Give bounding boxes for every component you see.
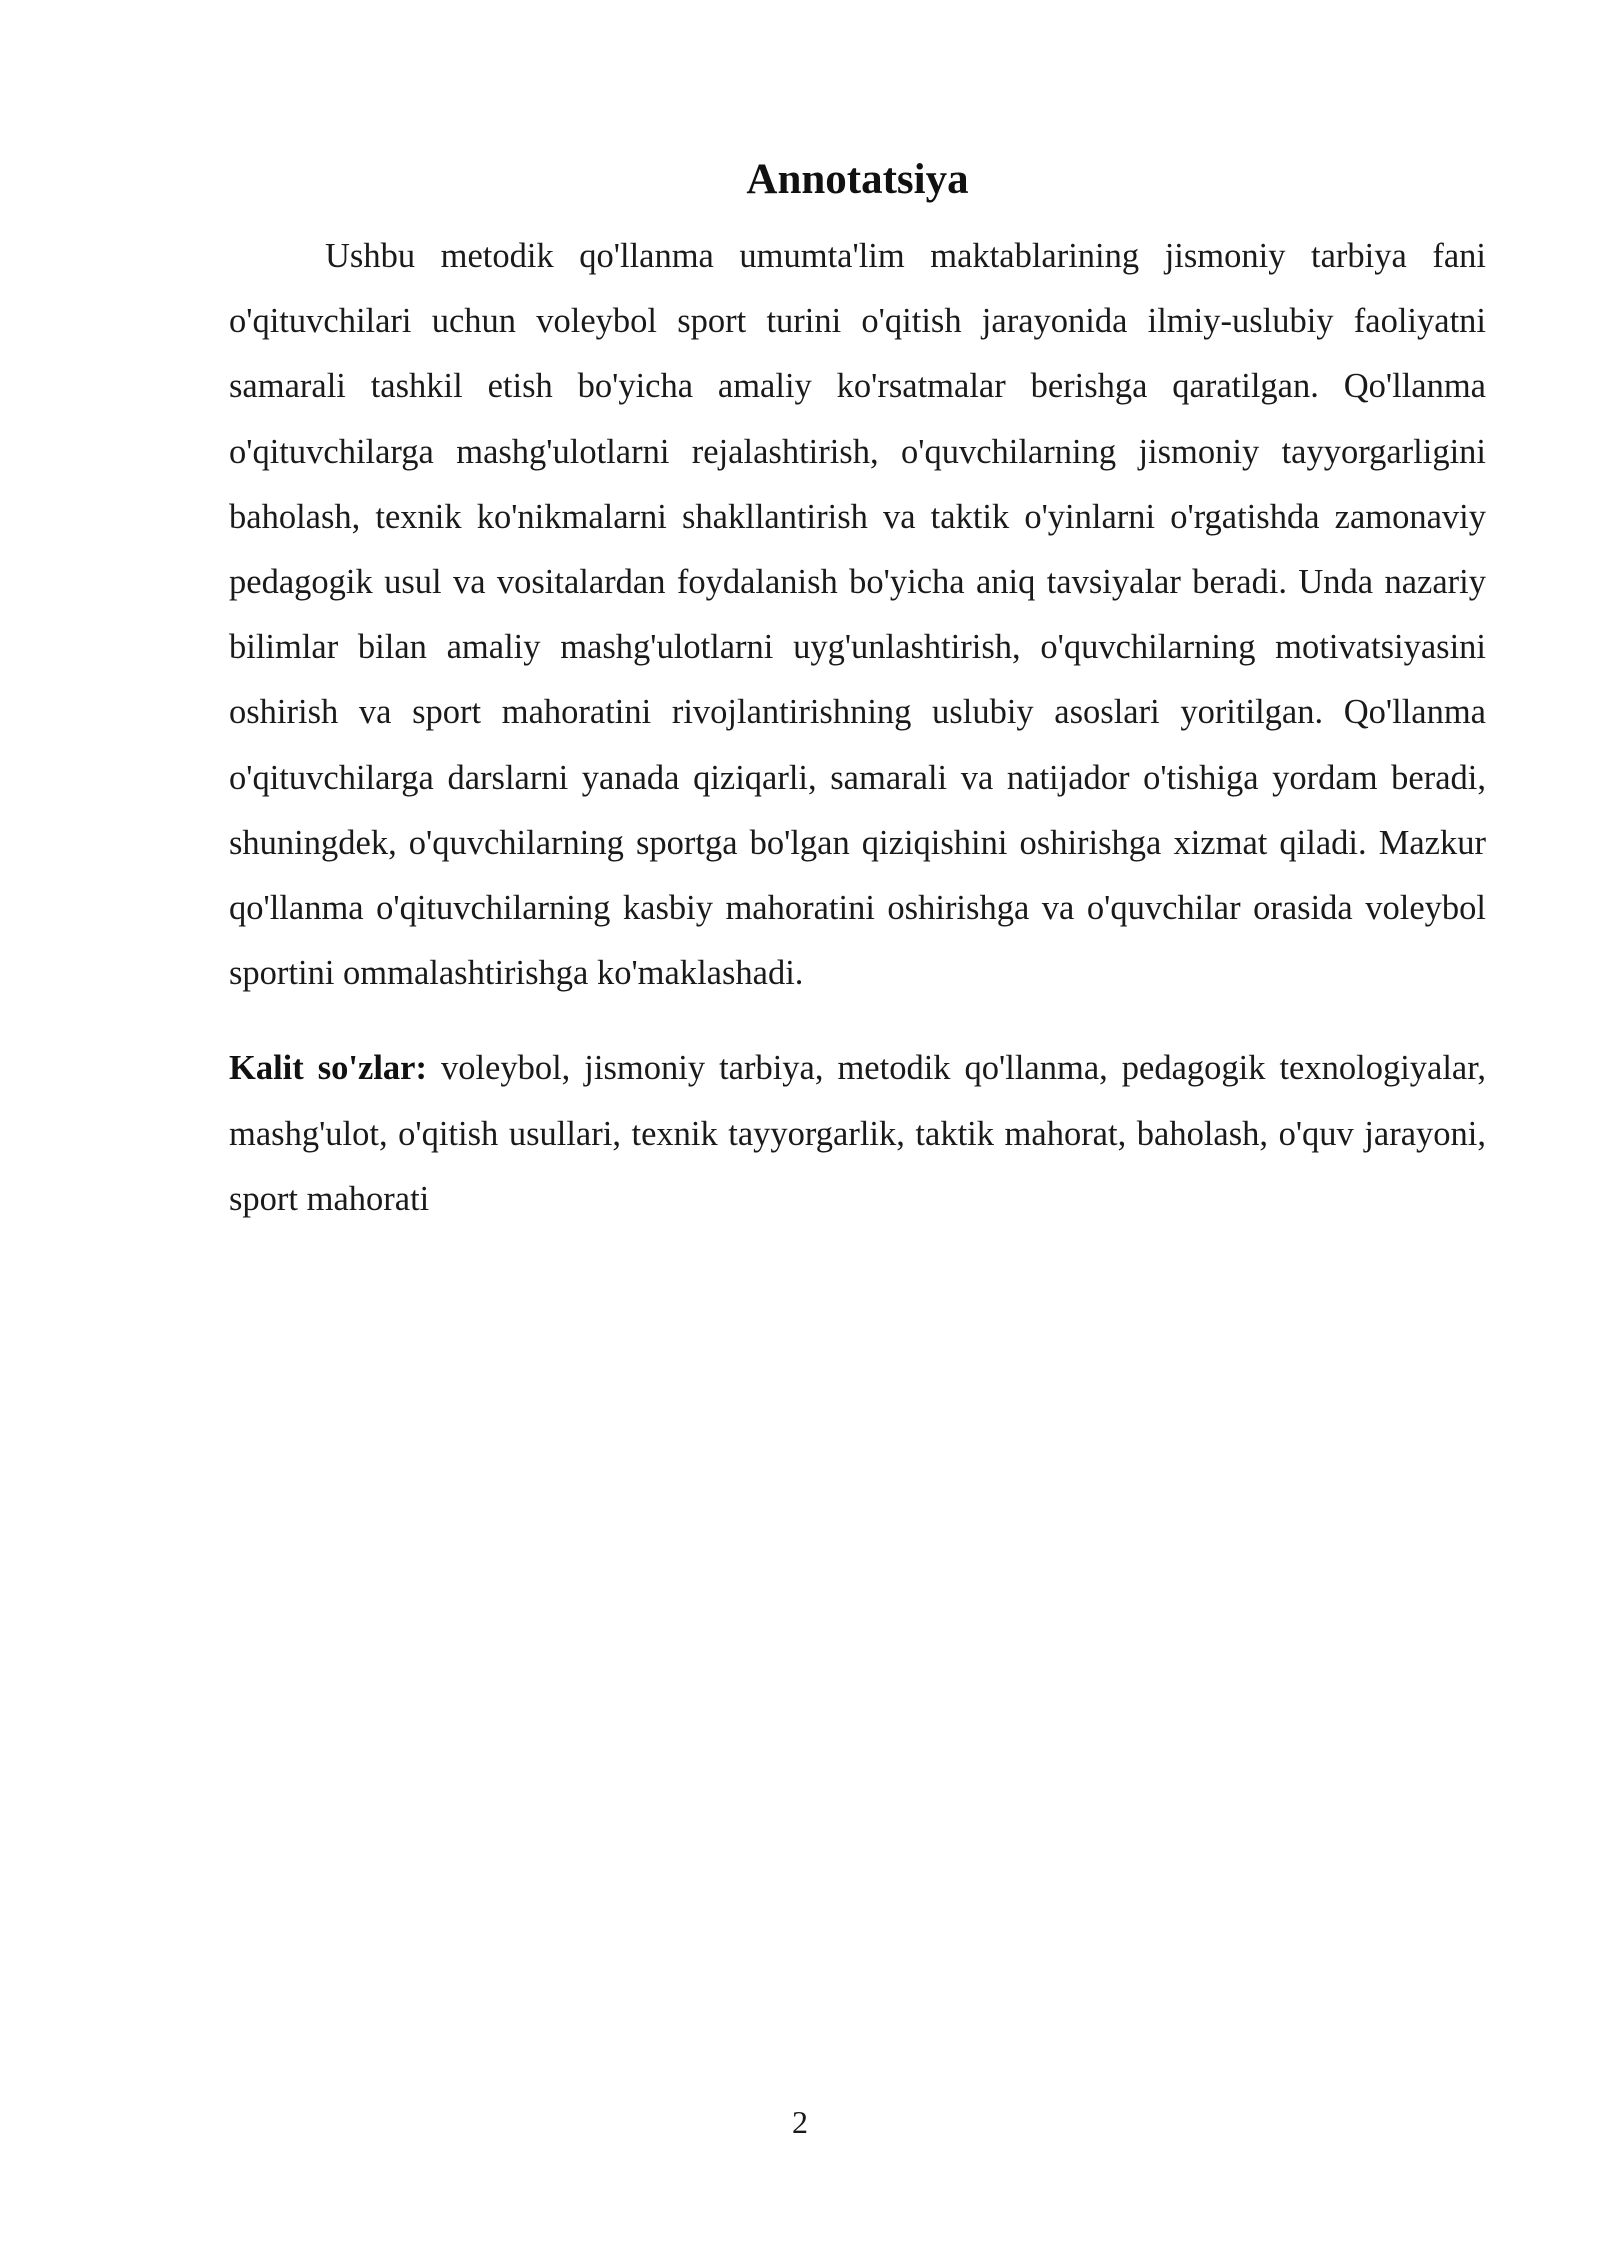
keywords-label: Kalit so'zlar: [229,1049,427,1088]
keywords-paragraph [229,1036,1486,1232]
page-title: Annotatsiya [746,156,969,203]
page-content [229,150,1486,1232]
keywords-text: voleybol, jismoniy tarbiya, metodik qo'llanma, pedagogik texnologiyalar, mashg'ulot, o'qitish usullari, texnik tayyorgarlik, taktik mahorat, baholash, o'quv jarayoni, sport mahorati [229,1049,1486,1218]
abstract-paragraph: Ushbu metodik qo'llanma umumta'lim maktablarining jismoniy tarbiya fani o'qituvchilari uchun voleybol sport turini o'qitish jarayonida ilmiy-uslubiy faoliyatni samarali tashkil etish bo'yicha amaliy ko'rsatmalar berishga qaratilgan. Qo'llanma o'qituvchilarga mashg'ulotlarni rejalashtirish, o'quvchilarning jismoniy tayyorgarligini baholash, texnik ko'nikmalarni shakllantirish va taktik o'yinlarni o'rgatishda zamonaviy pedagogik usul va vositalardan foydalanish bo'yicha aniq tavsiyalar beradi. Unda nazariy bilimlar bilan amaliy mashg'ulotlarni uyg'unlashtirish, o'quvchilarning motivatsiyasini oshirish va sport mahoratini rivojlantirishning uslubiy asoslari yoritilgan. Qo'llanma o'qituvchilarga darslarni yanada qiziqarli, samarali va natijador o'tishiga yordam beradi, shuningdek, o'quvchilarning sportga bo'lgan qiziqishini oshirishga xizmat qiladi. Mazkur qo'llanma o'qituvchilarning kasbiy mahoratini oshirishga va o'quvchilar orasida voleybol sportini ommalashtirishga ko'maklashadi. [229,237,1486,993]
page-number: 2 [792,2104,808,2140]
